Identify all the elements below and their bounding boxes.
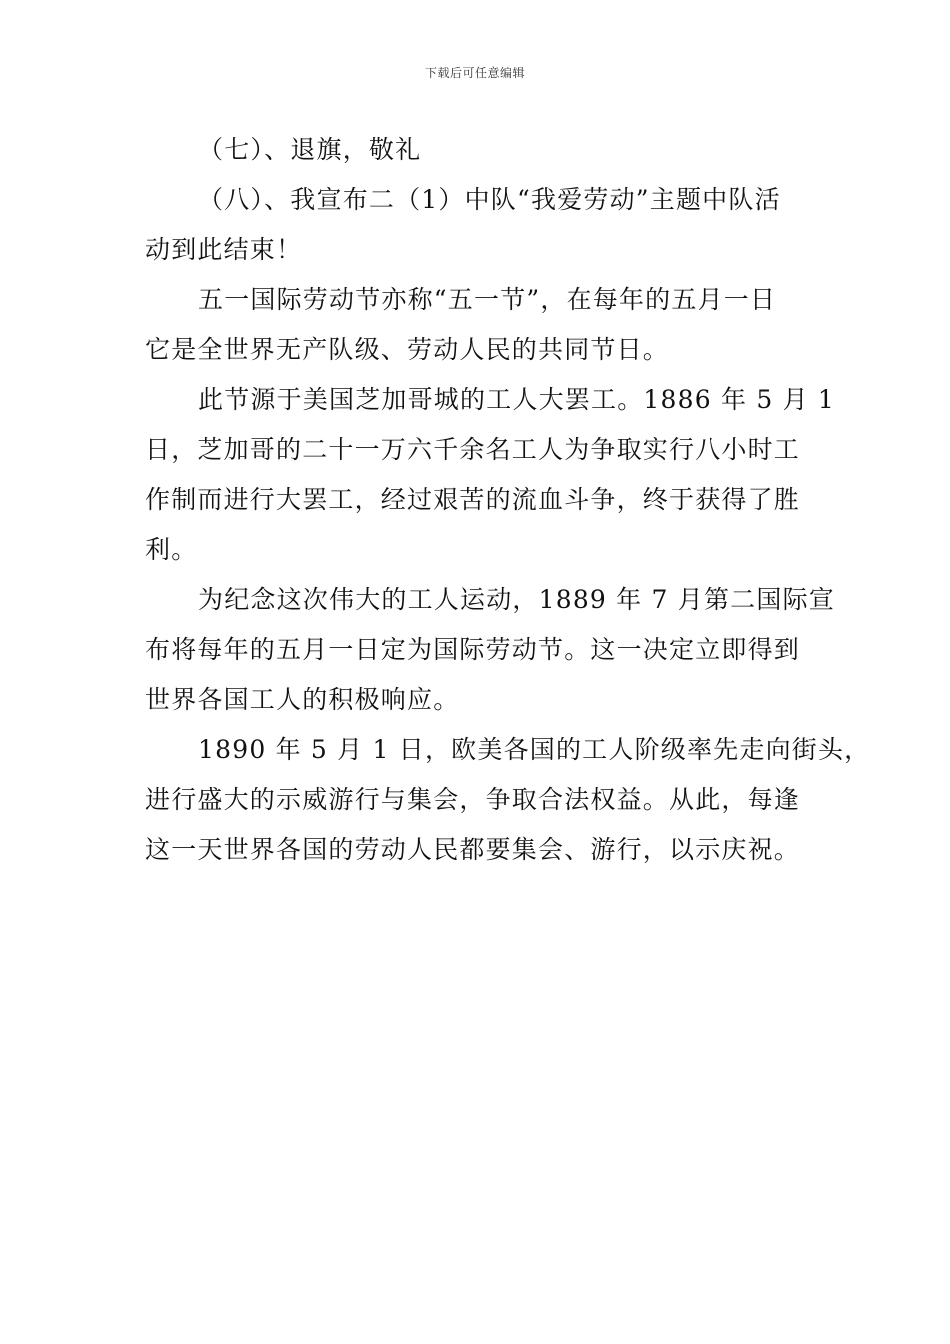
text-line: 作制而进行大罢工，经过艰苦的流血斗争，终于获得了胜	[145, 485, 801, 514]
text-line: 它是全世界无产队级、劳动人民的共同节日。	[145, 335, 670, 364]
text-line: 此节源于美国芝加哥城的工人大罢工。1886 年 5 月 1	[198, 385, 836, 414]
text-line: 布将每年的五月一日定为国际劳动节。这一决定立即得到	[145, 635, 801, 664]
text-line: 进行盛大的示威游行与集会，争取合法权益。从此，每逢	[145, 785, 801, 814]
text-line: （八）、我宣布二（1）中队“我爱劳动”主题中队活	[198, 185, 781, 214]
text-line: 动到此结束！	[145, 235, 303, 264]
header-note: 下载后可任意编辑	[424, 66, 525, 80]
text-line: 这一天世界各国的劳动人民都要集会、游行，以示庆祝。	[145, 835, 801, 864]
text-line: 利。	[145, 535, 198, 564]
text-line: 1890 年 5 月 1 日，欧美各国的工人阶级率先走向街头，	[198, 735, 871, 764]
text-line: 为纪念这次伟大的工人运动，1889 年 7 月第二国际宣	[198, 585, 835, 614]
text-line: 五一国际劳动节亦称“五一节”，在每年的五月一日	[198, 285, 777, 314]
text-line: 日，芝加哥的二十一万六千余名工人为争取实行八小时工	[145, 435, 801, 464]
text-line: 世界各国工人的积极响应。	[145, 685, 460, 714]
text-line: （七）、退旗，敬礼	[198, 135, 422, 164]
